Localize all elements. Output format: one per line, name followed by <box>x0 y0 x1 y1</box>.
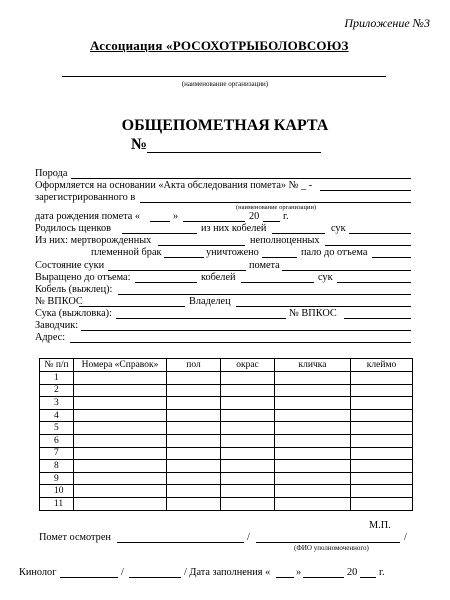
raised-label: Выращено до отъема: <box>35 272 131 283</box>
column-header: пол <box>167 359 221 372</box>
table-cell[interactable] <box>74 422 167 435</box>
cynologist-label: Кинолог <box>19 567 57 578</box>
stillborn-line <box>158 245 245 246</box>
table-row <box>40 422 413 435</box>
litter-label: помета <box>249 260 280 271</box>
row-number: 5 <box>40 422 74 435</box>
table-cell[interactable] <box>74 497 167 510</box>
birth-date-quote: » <box>173 211 179 222</box>
table-cell[interactable] <box>275 422 351 435</box>
table-cell[interactable] <box>221 485 275 498</box>
table-cell[interactable] <box>74 434 167 447</box>
table-cell[interactable] <box>351 397 413 410</box>
table-cell[interactable] <box>221 384 275 397</box>
table-cell[interactable] <box>167 409 221 422</box>
breeding-cull-label: племенной брак <box>91 247 162 258</box>
table-cell[interactable] <box>74 384 167 397</box>
birth-year-prefix: 20 <box>249 211 260 222</box>
organization-line <box>62 76 386 77</box>
row-number: 8 <box>40 460 74 473</box>
dam-vpkos-label: № ВПКОС <box>289 308 337 319</box>
owner-label: Владелец <box>189 296 231 307</box>
breeder-label: Заводчик: <box>35 320 79 331</box>
stamp-place-label: М.П. <box>369 520 391 531</box>
table-cell[interactable] <box>74 409 167 422</box>
card-number-label: № <box>131 136 148 153</box>
table-cell[interactable] <box>275 384 351 397</box>
row-number: 3 <box>40 397 74 410</box>
fell-label: пало до отъема <box>301 247 368 258</box>
fill-year-suffix: г. <box>379 567 385 578</box>
table-cell[interactable] <box>74 372 167 385</box>
table-cell[interactable] <box>275 460 351 473</box>
born-line <box>122 233 197 234</box>
column-header: клеймо <box>351 359 413 372</box>
table-cell[interactable] <box>221 434 275 447</box>
birth-day-line <box>150 221 170 222</box>
born-label: Родилось щенков <box>35 223 111 234</box>
defective-label: неполноценных <box>250 235 320 246</box>
table-cell[interactable] <box>275 447 351 460</box>
organization-caption: (наименование организации) <box>181 80 269 88</box>
table-cell[interactable] <box>167 447 221 460</box>
raised-males-line <box>241 282 314 283</box>
basis-line <box>320 190 411 191</box>
table-cell[interactable] <box>351 472 413 485</box>
column-header: Номера «Справок» <box>74 359 167 372</box>
table-cell[interactable] <box>275 372 351 385</box>
table-cell[interactable] <box>351 460 413 473</box>
table-cell[interactable] <box>167 422 221 435</box>
table-header-row <box>40 359 413 372</box>
fill-year-line <box>360 577 376 578</box>
females-label: сук <box>331 223 346 234</box>
address-label: Адрес: <box>35 332 66 343</box>
row-number: 9 <box>40 472 74 485</box>
table-row <box>40 472 413 485</box>
row-number: 11 <box>40 497 74 510</box>
table-row <box>40 485 413 498</box>
row-number: 6 <box>40 434 74 447</box>
table-row <box>40 460 413 473</box>
table-cell[interactable] <box>167 472 221 485</box>
table-cell[interactable] <box>351 485 413 498</box>
raised-line <box>135 282 197 283</box>
table-cell[interactable] <box>275 472 351 485</box>
slash-2: / <box>404 532 407 543</box>
table-cell[interactable] <box>351 372 413 385</box>
fill-date-label: / Дата заполнения « <box>184 567 271 578</box>
birth-date-label: дата рождения помета « <box>35 211 141 222</box>
table-cell[interactable] <box>221 372 275 385</box>
table-row <box>40 434 413 447</box>
birth-month-line <box>183 221 245 222</box>
litter-line <box>282 270 411 271</box>
sire-vpkos-label: № ВПКОС <box>35 296 83 307</box>
card-number-line <box>147 152 321 153</box>
table-cell[interactable] <box>221 409 275 422</box>
table-row <box>40 384 413 397</box>
table-cell[interactable] <box>221 422 275 435</box>
table-row <box>40 397 413 410</box>
column-header: окрас <box>221 359 275 372</box>
table-cell[interactable] <box>74 397 167 410</box>
breeder-line <box>81 330 411 331</box>
column-header: кличка <box>275 359 351 372</box>
table-cell[interactable] <box>351 447 413 460</box>
dam-condition-label: Состояние суки <box>35 260 105 271</box>
females-line <box>349 233 411 234</box>
registered-caption: (наименование организации) <box>236 204 317 211</box>
table-cell[interactable] <box>167 497 221 510</box>
inspected-label: Помет осмотрен <box>39 532 111 543</box>
table-cell[interactable] <box>167 372 221 385</box>
address-line <box>70 342 411 343</box>
table-cell[interactable] <box>167 434 221 447</box>
table-cell[interactable] <box>351 384 413 397</box>
fill-day-line <box>276 577 294 578</box>
table-cell[interactable] <box>167 460 221 473</box>
registered-line <box>140 202 411 203</box>
males-line <box>272 233 325 234</box>
puppies-table <box>39 358 413 511</box>
row-number: 4 <box>40 409 74 422</box>
table-cell[interactable] <box>221 472 275 485</box>
table-cell[interactable] <box>74 447 167 460</box>
destroyed-line <box>262 257 297 258</box>
table-cell[interactable] <box>167 384 221 397</box>
cynologist-sign-line <box>129 577 181 578</box>
row-number: 7 <box>40 447 74 460</box>
table-row <box>40 447 413 460</box>
birth-year-suffix: г. <box>283 211 289 222</box>
row-number: 2 <box>40 384 74 397</box>
raised-males-label: кобелей <box>201 272 236 283</box>
slash-1: / <box>247 532 250 543</box>
fill-year-prefix: 20 <box>347 567 358 578</box>
table-cell[interactable] <box>351 422 413 435</box>
registered-label: зарегистрированного в <box>35 192 136 203</box>
table-row <box>40 497 413 510</box>
dam-condition-line <box>108 270 246 271</box>
table-cell[interactable] <box>167 397 221 410</box>
row-number: 1 <box>40 372 74 385</box>
fio-caption: (ФИО уполномоченного) <box>294 544 369 552</box>
breed-label: Порода <box>35 168 68 179</box>
table-cell[interactable] <box>275 397 351 410</box>
raised-females-line <box>337 282 411 283</box>
table-cell[interactable] <box>221 460 275 473</box>
sire-vpkos-line <box>79 306 185 307</box>
table-cell[interactable] <box>221 397 275 410</box>
column-header: № п/п <box>40 359 74 372</box>
inspected-line <box>117 542 244 543</box>
table-cell[interactable] <box>275 409 351 422</box>
raised-females-label: сук <box>318 272 333 283</box>
dam-line <box>116 318 286 319</box>
destroyed-label: уничтожено <box>206 247 259 258</box>
owner-line <box>236 306 411 307</box>
slash-3: / <box>121 567 124 578</box>
cynologist-line <box>60 577 118 578</box>
breed-line <box>71 178 411 179</box>
table-cell[interactable] <box>167 485 221 498</box>
birth-year-line <box>263 221 280 222</box>
stillborn-label: Из них: мертворожденных <box>35 235 152 246</box>
dam-label: Сука (выжловка): <box>35 308 112 319</box>
document-title: ОБЩЕПОМЕТНАЯ КАРТА <box>121 117 329 134</box>
basis-label: Оформляется на основании «Акта обследования помета» № <box>35 180 299 191</box>
defective-line <box>325 245 411 246</box>
males-label: из них кобелей <box>201 223 267 234</box>
dam-vpkos-line <box>344 318 411 319</box>
table-row <box>40 372 413 385</box>
basis-separator: _ - <box>301 180 313 191</box>
table-cell[interactable] <box>221 447 275 460</box>
table-cell[interactable] <box>275 497 351 510</box>
association-name: Ассоциация «РОСОХОТРЫБОЛОВСОЮЗ <box>90 38 349 53</box>
table-cell[interactable] <box>221 497 275 510</box>
fill-date-quote: » <box>296 567 302 578</box>
table-cell[interactable] <box>74 460 167 473</box>
sire-line <box>118 294 411 295</box>
table-cell[interactable] <box>275 485 351 498</box>
table-cell[interactable] <box>351 434 413 447</box>
fill-month-line <box>303 577 344 578</box>
authorized-name-line <box>256 542 400 543</box>
table-cell[interactable] <box>275 434 351 447</box>
table-cell[interactable] <box>74 485 167 498</box>
table-cell[interactable] <box>74 472 167 485</box>
table-cell[interactable] <box>351 497 413 510</box>
table-row <box>40 409 413 422</box>
sire-label: Кобель (выжлец): <box>35 284 113 295</box>
table-cell[interactable] <box>351 409 413 422</box>
appendix-label: Приложение №3 <box>344 16 430 30</box>
fell-line <box>372 257 411 258</box>
row-number: 10 <box>40 485 74 498</box>
breeding-cull-line <box>164 257 204 258</box>
